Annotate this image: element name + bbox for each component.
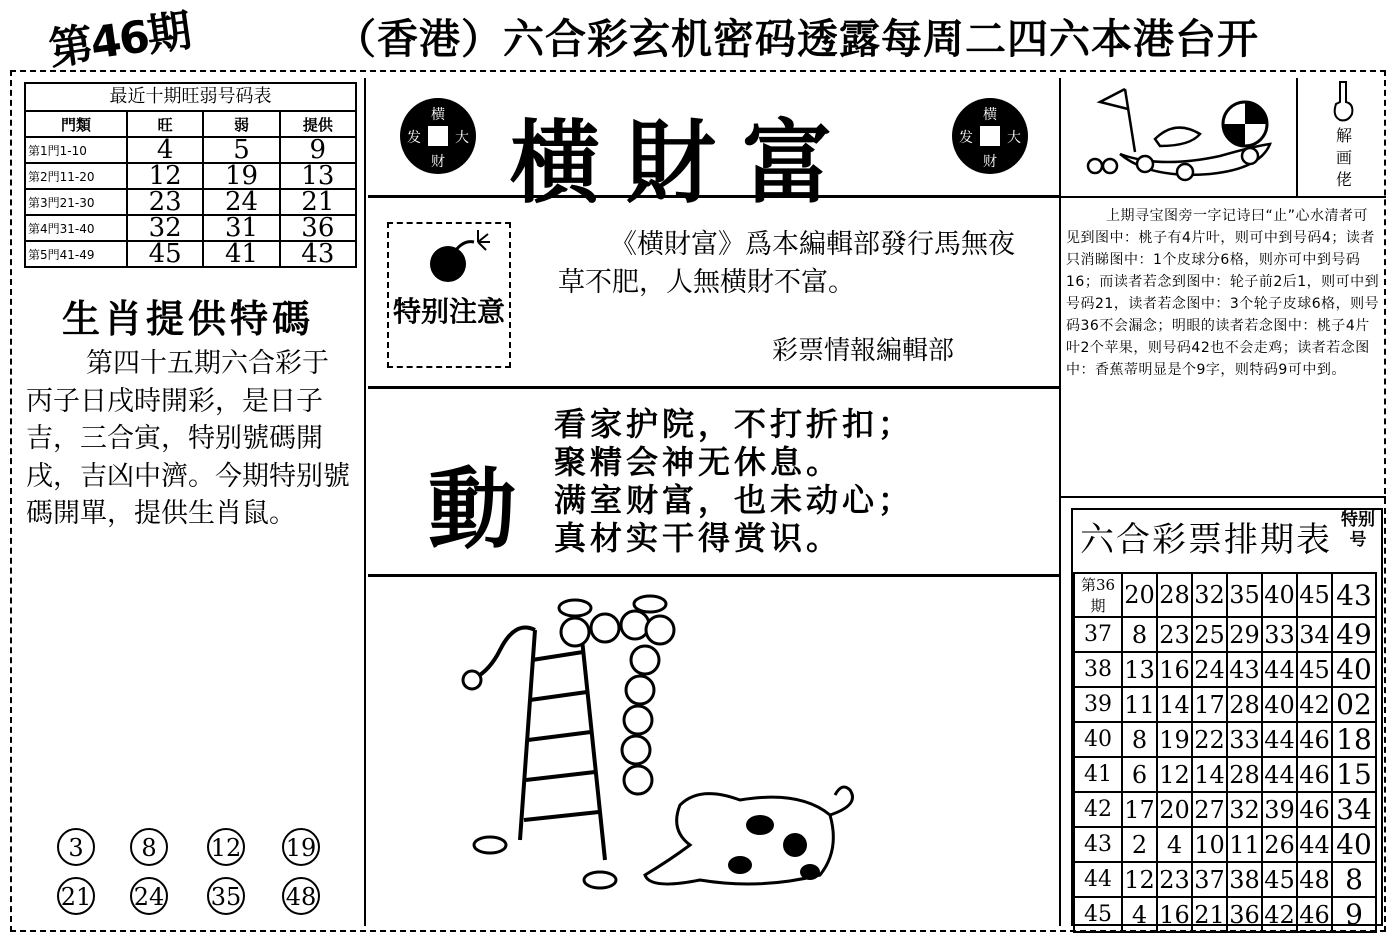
period-cell: 43: [1074, 827, 1122, 862]
section-divider: [1061, 196, 1386, 198]
number-cell: 8: [1122, 722, 1157, 757]
number-cell: 42: [1297, 687, 1332, 722]
number-cell: 4: [1157, 827, 1192, 862]
poem-line: 聚精会神无休息。: [554, 443, 843, 481]
number-cell: 40: [1262, 573, 1297, 617]
bomb-icon: [420, 228, 500, 288]
table-row: [1074, 722, 1376, 757]
ladder-cow-illustration: [440, 590, 880, 900]
column-header: 旺: [127, 111, 203, 137]
table-row: [1074, 862, 1376, 897]
number-cell: 10: [1192, 827, 1227, 862]
special-number-cell: 15: [1332, 757, 1376, 792]
number-cell: 45: [1297, 573, 1332, 617]
section-divider: [1061, 496, 1386, 498]
zodiac-title: 生肖提供特碼: [62, 296, 315, 341]
provided-number: 13: [280, 163, 356, 189]
table-row: [25, 137, 356, 163]
number-cell: 48: [1297, 862, 1332, 897]
number-cell: 20: [1122, 573, 1157, 617]
table-row: [1074, 573, 1376, 617]
number-cell: 12: [1122, 862, 1157, 897]
weak-number: 24: [203, 189, 279, 215]
table-row: [25, 241, 356, 267]
poem-line: 看家护院，不打折扣；: [554, 405, 915, 443]
number-cell: 32: [1227, 792, 1262, 827]
number-cell: 35: [1227, 573, 1262, 617]
special-number-cell: 49: [1332, 617, 1376, 652]
notice-label: 特别注意: [392, 295, 505, 328]
hot-cold-table: [24, 82, 357, 268]
period-cell: 40: [1074, 722, 1122, 757]
number-cell: 16: [1157, 897, 1192, 932]
number-cell: 32: [1192, 573, 1227, 617]
table-row: [1074, 617, 1376, 652]
table-row: [1074, 687, 1376, 722]
number-cell: 44: [1297, 827, 1332, 862]
zodiac-text: 第四十五期六合彩于丙子日戌時開彩，是日子吉，三合寅，特别號碼開戌，吉凶中濟。今期特别號碼開單，提供生肖鼠。: [26, 348, 350, 529]
number-cell: 45: [1297, 652, 1332, 687]
table-row: [1074, 757, 1376, 792]
weak-number: 5: [203, 137, 279, 163]
provided-number: 21: [280, 189, 356, 215]
number-cell: 44: [1262, 757, 1297, 792]
number-cell: 28: [1227, 687, 1262, 722]
number-cell: 19: [1157, 722, 1192, 757]
section-divider: [368, 574, 1059, 577]
coin-char: 横: [983, 107, 997, 123]
table-header-row: [25, 111, 356, 137]
coin-char: 财: [431, 154, 445, 170]
number-cell: 40: [1262, 687, 1297, 722]
number-cell: 44: [1262, 652, 1297, 687]
number-cell: 22: [1192, 722, 1227, 757]
row-label: 第4門31-40: [25, 215, 127, 241]
weak-number: 31: [203, 215, 279, 241]
number-ball: 19: [282, 828, 320, 866]
period-cell: 41: [1074, 757, 1122, 792]
schedule-table: [1073, 572, 1377, 933]
table-row: [1074, 827, 1376, 862]
number-ball: 48: [282, 877, 320, 915]
period-cell: 44: [1074, 862, 1122, 897]
number-cell: 26: [1262, 827, 1297, 862]
column-header: 門類: [25, 111, 127, 137]
number-cell: 27: [1192, 792, 1227, 827]
number-cell: 8: [1122, 617, 1157, 652]
provided-number: 43: [280, 241, 356, 267]
poem-line: 真材实干得赏识。: [554, 519, 843, 557]
number-cell: 45: [1262, 862, 1297, 897]
number-ball: 8: [130, 828, 168, 866]
hot-number: 4: [127, 137, 203, 163]
number-cell: 46: [1297, 722, 1332, 757]
poem-line: 满室财富，也未动心；: [554, 481, 915, 519]
schedule-title: 六合彩票排期表: [1080, 520, 1332, 560]
number-ball: 21: [57, 877, 95, 915]
number-cell: 11: [1227, 827, 1262, 862]
table-row: [1074, 652, 1376, 687]
special-number-cell: 9: [1332, 897, 1376, 932]
number-cell: 12: [1157, 757, 1192, 792]
hot-number: 45: [127, 241, 203, 267]
table-row: [25, 163, 356, 189]
special-number-cell: 8: [1332, 862, 1376, 897]
issue-number: 第46期: [45, 5, 193, 76]
number-ball: 12: [207, 828, 245, 866]
number-cell: 17: [1122, 792, 1157, 827]
table-row: [1074, 792, 1376, 827]
number-cell: 25: [1192, 617, 1227, 652]
table-row: [25, 189, 356, 215]
weak-number: 19: [203, 163, 279, 189]
number-cell: 44: [1262, 722, 1297, 757]
special-number-cell: 43: [1332, 573, 1376, 617]
number-cell: 4: [1122, 897, 1157, 932]
coin-char: 大: [1007, 130, 1021, 146]
period-cell: 45: [1074, 897, 1122, 932]
pointing-hand-icon: [1328, 80, 1358, 124]
table-row: [1074, 897, 1376, 932]
table-row: [25, 215, 356, 241]
number-cell: 28: [1157, 573, 1192, 617]
number-cell: 43: [1227, 652, 1262, 687]
column-divider: [1059, 78, 1061, 926]
number-cell: 39: [1262, 792, 1297, 827]
hot-number: 32: [127, 215, 203, 241]
row-label: 第5門41-49: [25, 241, 127, 267]
special-number-cell: 02: [1332, 687, 1376, 722]
period-cell: 37: [1074, 617, 1122, 652]
special-number-cell: 40: [1332, 827, 1376, 862]
row-label: 第1門1-10: [25, 137, 127, 163]
row-label: 第2門11-20: [25, 163, 127, 189]
number-cell: 11: [1122, 687, 1157, 722]
coin-icon: [400, 98, 476, 174]
poem: [554, 405, 914, 557]
notice-body: 《横財富》爲本編輯部發行馬無夜草不肥，人無横財不富。: [558, 229, 1015, 298]
schedule-special-label: 特别号: [1341, 510, 1375, 550]
period-cell: 第36期: [1074, 573, 1122, 617]
big-character: 動: [428, 457, 517, 561]
number-cell: 23: [1157, 617, 1192, 652]
number-cell: 37: [1192, 862, 1227, 897]
number-cell: 33: [1227, 722, 1262, 757]
riddle-divider: [1296, 78, 1298, 196]
special-number-cell: 34: [1332, 792, 1376, 827]
number-cell: 14: [1192, 757, 1227, 792]
column-divider: [364, 78, 366, 926]
coin-char: 横: [431, 107, 445, 123]
weak-number: 41: [203, 241, 279, 267]
column-header: 提供: [280, 111, 356, 137]
number-cell: 17: [1192, 687, 1227, 722]
headline: （香港）六合彩玄机密码透露每周二四六本港台开: [335, 15, 1259, 63]
number-cell: 2: [1122, 827, 1157, 862]
hot-cold-table-caption: 最近十期旺弱号码表: [24, 82, 357, 110]
number-ball: 24: [130, 877, 168, 915]
number-cell: 13: [1122, 652, 1157, 687]
section-divider: [368, 386, 1059, 389]
special-number-cell: 18: [1332, 722, 1376, 757]
period-cell: 42: [1074, 792, 1122, 827]
number-ball: 3: [57, 828, 95, 866]
coin-icon: [952, 98, 1028, 174]
coin-char: 大: [455, 130, 469, 146]
riddle-illustration: [1080, 84, 1280, 184]
number-cell: 42: [1262, 897, 1297, 932]
period-cell: 39: [1074, 687, 1122, 722]
riddle-text: 上期寻宝图旁一字记诗曰“止”心水清者可见到图中：桃子有4片叶，则可中到号码4；读者只消睇图中：1个皮球分6格，则亦可中到号码16；而读者若念到图中：轮子前2后1，则可中到号码21，读者若念图中：3个轮子皮球6格，则号码36不会漏念；明眼的读者若念图中：桃子4片叶2个苹果，则号码42也不会走鸡；读者若念图中：香蕉蒂明显是个9字，则特码9可中到。: [1066, 208, 1380, 378]
provided-number: 36: [280, 215, 356, 241]
number-cell: 28: [1227, 757, 1262, 792]
riddle-label: 解画佬: [1335, 126, 1352, 189]
number-cell: 34: [1297, 617, 1332, 652]
coin-char: 财: [983, 154, 997, 170]
notice-signature: 彩票情報編輯部: [772, 336, 955, 366]
number-cell: 14: [1157, 687, 1192, 722]
number-cell: 36: [1227, 897, 1262, 932]
number-cell: 33: [1262, 617, 1297, 652]
hot-number: 23: [127, 189, 203, 215]
number-cell: 6: [1122, 757, 1157, 792]
number-cell: 16: [1157, 652, 1192, 687]
number-cell: 46: [1297, 897, 1332, 932]
number-cell: 20: [1157, 792, 1192, 827]
special-number-cell: 40: [1332, 652, 1376, 687]
row-label: 第3門21-30: [25, 189, 127, 215]
number-cell: 21: [1192, 897, 1227, 932]
hot-number: 12: [127, 163, 203, 189]
number-cell: 38: [1227, 862, 1262, 897]
number-cell: 46: [1297, 757, 1332, 792]
number-cell: 29: [1227, 617, 1262, 652]
number-cell: 23: [1157, 862, 1192, 897]
coin-char: 发: [959, 130, 973, 146]
column-header: 弱: [203, 111, 279, 137]
period-cell: 38: [1074, 652, 1122, 687]
provided-number: 9: [280, 137, 356, 163]
coin-char: 发: [407, 130, 421, 146]
masthead-title: 横財富: [510, 110, 858, 216]
number-cell: 46: [1297, 792, 1332, 827]
number-ball: 35: [207, 877, 245, 915]
number-cell: 24: [1192, 652, 1227, 687]
